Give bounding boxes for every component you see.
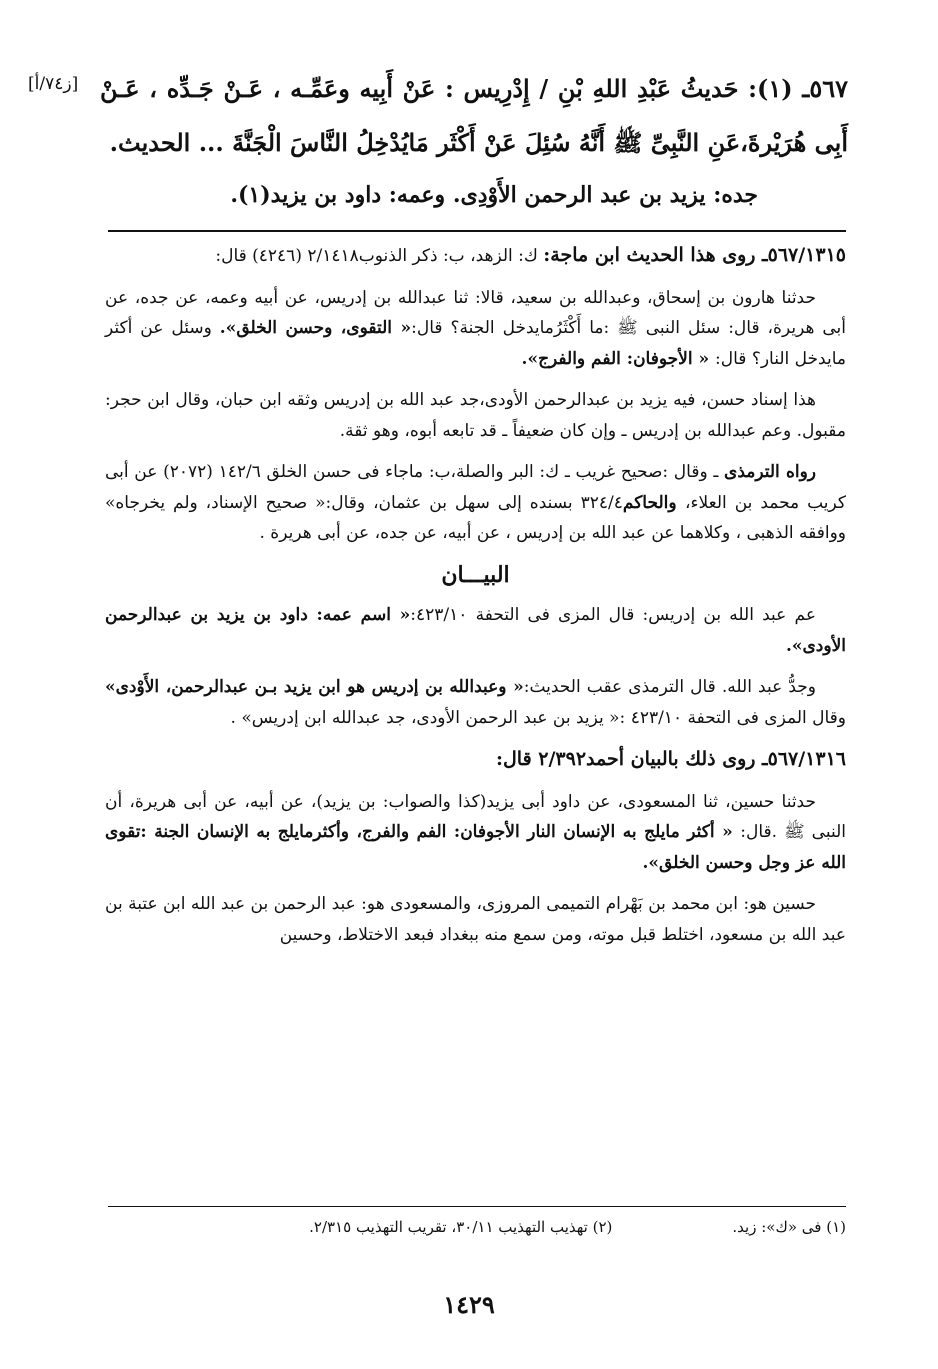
uncle-bold: « اسم عمه: داود بن يزيد بن عبدالرحمن الأودى». (105, 605, 846, 656)
hadith-heading-line2: أَبِى هُرَيْرةَ،عَنِ النَّبِىِّ ﷺ أَنَّهُ سُئِلَ عَنْ أَكْثَر مَايُدْخِلُ النَّاسَ الْجَنَّةَ ... الحديث. (109, 128, 848, 157)
grandfather-text-1: وجدُّ عبد الله. قال الترمذى عقب الحديث: (523, 677, 816, 697)
paragraph-ahmad (105, 744, 846, 776)
paragraph-ibn-majah (105, 240, 846, 272)
page-number: ١٤٢٩ (443, 1290, 495, 1319)
paragraph-ahmad-isnad (105, 787, 846, 879)
grandfather-bold: « وعبدالله بن إدريس هو ابن يزيد بـن عبدالرحمن، الأَوْدى» (105, 677, 524, 697)
ref-text: ك: الزهد، ب: ذكر الذنوب٢/١٤١٨ (٤٢٤٦) قال: (215, 246, 544, 266)
manuscript-folio-ref: [ز٧٤/أ] (28, 74, 79, 94)
ahmad-heading: ٥٦٧/١٣١٦ـ روى ذلك بالبيان أحمد (586, 748, 846, 770)
ahmad-matn-bold: « أكثر مايلج به الإنسان النار الأجوفان: الفم والفرج، وأكثرمايلج به الإنسان الجنة :تقوى الله عز وجل وحسن الخلق». (105, 822, 846, 873)
grandfather-text-2: وقال المزى فى التحفة ٤٢٣/١٠ :« يزيد بن عبد الرحمن الأودى، جد عبدالله ابن إدريس» . (230, 707, 846, 728)
ahmad-ref: ٢/٣٩٢ قال: (495, 748, 587, 770)
commentary-body (105, 240, 846, 961)
section-title-bayan: البيـــان (441, 561, 510, 588)
hadith-heading-line3: جده: يزيد بن عبد الرحمن الأَوْدِى. وعمه: داود بن يزيد(١). (230, 182, 758, 208)
narrators-text: حسين هو: ابن محمد بن بَهْرام التميمى المروزى، والمسعودى هو: عبد الرحمن بن عبد الله ابن عتبة بن عبد الله بن مسعود، اختلط قبل موته، ومن سمع منه ببغداد فبعد الاختلاط، وحسين (105, 894, 846, 945)
paragraph-tirmidhi (105, 457, 846, 549)
hadith-heading-line1: ٥٦٧ـ (١): حَديثُ عَبْدِ اللهِ بْنِ / إِدْرِيس : عَنْ أَبِيه وعَمِّـه ، عَـنْ جَـدِّه ، عَـنْ (100, 74, 848, 103)
header-divider (108, 230, 846, 232)
uncle-text: عم عبد الله بن إدريس: قال المزى فى التحفة ٤٢٣/١٠: (410, 605, 816, 625)
matn-bold-2: « الأجوفان: الفم والفرج». (521, 348, 716, 369)
grading-text: هذا إسناد حسن، فيه يزيد بن عبدالرحمن الأودى،جد عبد الله بن إدريس وثقه ابن حبان، وقال ابن حجر: مقبول. وعم عبدالله بن إدريس ـ وإن كان ضعيفاً ـ قد تابعه أبوه، وهو ثقة. (105, 390, 846, 441)
hakim-text: ٣٢٤/٤ بسنده إلى سهل بن عثمان، وقال:« صحيح الإسناد، ولم يخرجاه» ووافقه الذهبى ، وكلاهما عن عبد الله بن إدريس ، عن أبيه، عن جده، عن أبى هريرة . (105, 492, 846, 543)
matn-bold-1: « التقوى، وحسن الخلق». (219, 318, 412, 338)
paragraph-isnad (105, 283, 846, 375)
isnad-text: حدثنا هارون بن إسحاق، وعبدالله بن سعيد، قالا: ثنا عبدالله بن إدريس، عن أبيه وعمه، عن جده، عن أبى هريرة، قال: سئل النبى ﷺ :ما أَكْثَرُمايدخل الجنة؟ قال: (105, 287, 846, 338)
footnote-divider (108, 1206, 846, 1207)
paragraph-uncle (105, 600, 846, 661)
tirmidhi-text: ـ وقال :صحيح غريب ـ ك: البر والصلة،ب: ماجاء فى حسن الخلق ١٤٢/٦ (٢٠٧٢) عن أبى كريب محمد بن العلاء، (105, 462, 847, 513)
footnote-2: (٢) تهذيب التهذيب ٣٠/١١، تقريب التهذيب ٢/٣١٥. (309, 1218, 613, 1236)
paragraph-narrators (105, 889, 846, 950)
tirmidhi-bold: رواه الترمذى (724, 462, 817, 482)
paragraph-grading (105, 385, 846, 446)
isnad-text-2: وسئل عن أكثر مايدخل النار؟ قال: (105, 318, 846, 369)
footnote-1: (١) فى «ك»: زيد. (732, 1218, 846, 1236)
ref-heading: ٥٦٧/١٣١٥ـ روى هذا الحديث ابن ماجة: (543, 244, 846, 266)
paragraph-grandfather (105, 672, 846, 733)
ahmad-isnad-text: حدثنا حسين، ثنا المسعودى، عن داود أبى يزيد(كذا والصواب: بن يزيد)، عن أبيه، عن أبى هريرة، أن النبى ﷺ .قال: (105, 791, 846, 842)
hadith-heading (100, 62, 848, 220)
footnotes (108, 1218, 846, 1236)
hakim-bold: والحاكم (622, 492, 686, 513)
